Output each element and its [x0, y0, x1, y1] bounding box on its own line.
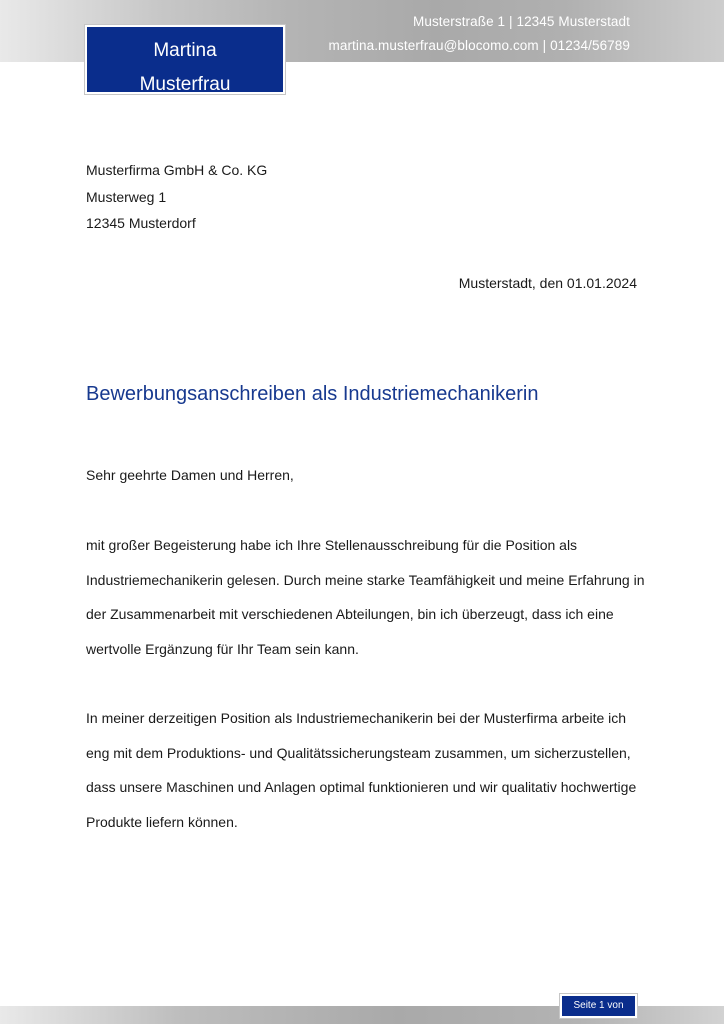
body-paragraph-1: mit großer Begeisterung habe ich Ihre Stellenausschreibung für die Position als Industriemechanikerin gelesen. Durch meine starke Teamfähigkeit und meine Erfahrung in der Zusammenarbeit mit verschiedenen Abteilungen, bin ich überzeugt, dass ich eine wertvolle Ergänzung für Ihr Team sein kann. [86, 537, 645, 658]
letter-date: Musterstadt, den 01.01.2024 [458, 275, 637, 291]
recipient-street: Musterweg 1 [86, 188, 167, 205]
last-name: Musterfrau [139, 74, 231, 94]
body-paragraph-2: In meiner derzeitigen Position als Industriemechanikerin bei der Musterfirma arbeite ich eng mit dem Produktions- und Qualitätssicherungsteam zusammen, um sicherzustellen, dass unsere Maschinen und Anlagen optimal funktionieren und wir qualitativ hochwertige Produkte liefern können. [86, 710, 637, 831]
salutation: Sehr geehrte Damen und Herren, [86, 467, 294, 483]
address-line: Musterstraße 1 | 12345 Musterstadt [412, 14, 630, 29]
page-number-badge: Seite 1 von [560, 994, 637, 1018]
contact-block [328, 10, 630, 58]
name-box [85, 25, 285, 94]
recipient-city: 12345 Musterdorf [86, 215, 196, 231]
recipient-company: Musterfirma GmbH & Co. KG [86, 162, 268, 178]
first-name: Martina [153, 40, 217, 61]
letter-subject: Bewerbungsanschreiben als Industriemechanikerin [86, 383, 539, 405]
recipient-address [86, 157, 267, 237]
contact-line: martina.musterfrau@blocomo.com | 01234/56789 [328, 38, 630, 53]
